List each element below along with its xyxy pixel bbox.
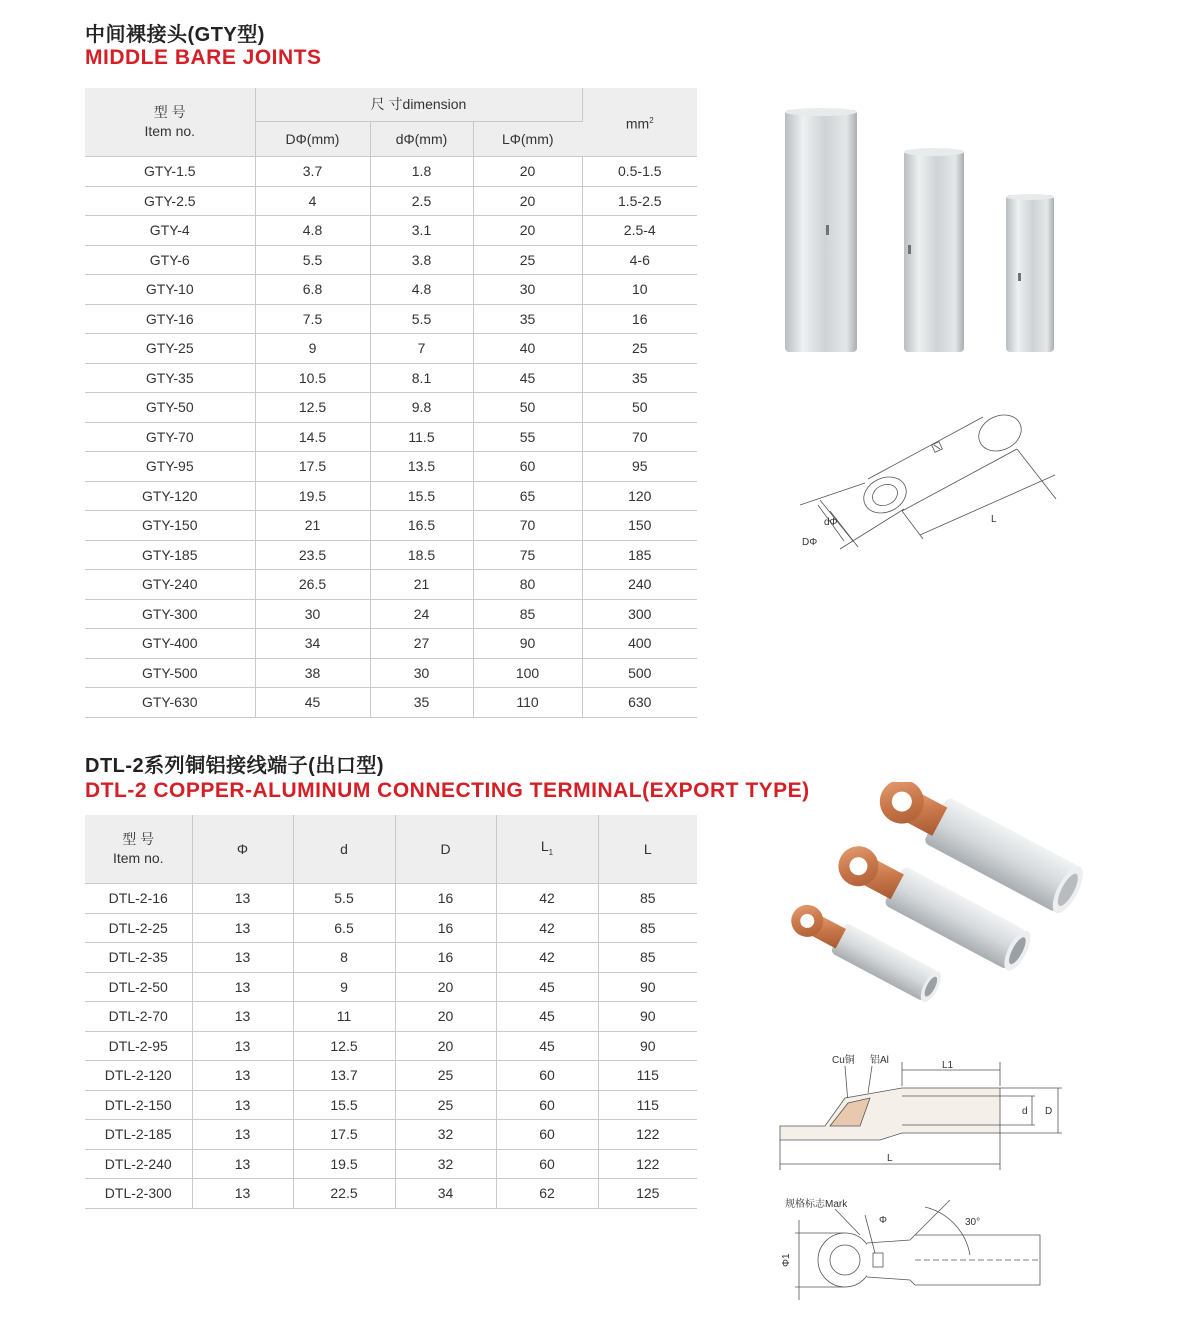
gty-dimension-diagram	[780, 395, 1080, 570]
table-cell: GTY-400	[85, 629, 255, 659]
table-cell: 42	[496, 943, 598, 973]
table-cell: 42	[496, 884, 598, 914]
table-cell: DTL-2-120	[85, 1061, 192, 1091]
table-cell: GTY-240	[85, 570, 255, 600]
table-row	[85, 304, 697, 334]
table-cell: 150	[582, 511, 697, 541]
table-cell: 35	[473, 304, 582, 334]
table-cell: GTY-4	[85, 216, 255, 246]
header-L1	[496, 815, 598, 884]
table-cell: 60	[473, 452, 582, 482]
table-cell: 120	[582, 481, 697, 511]
diagram-label-L1: L1	[942, 1060, 954, 1071]
gty-product-photo	[760, 95, 1090, 370]
table-row	[85, 943, 697, 973]
header-dimension: 尺 寸dimension	[255, 88, 582, 122]
table-cell: 16.5	[370, 511, 473, 541]
table-row	[85, 688, 697, 718]
table-row	[85, 1090, 697, 1120]
section1-title-en: MIDDLE BARE JOINTS	[85, 46, 322, 69]
table-cell: 20	[473, 157, 582, 187]
table-cell: 4	[255, 186, 370, 216]
header-d: d	[293, 815, 395, 884]
table-cell: 13	[192, 1061, 293, 1091]
table-cell: GTY-35	[85, 363, 255, 393]
table-cell: 13	[192, 1090, 293, 1120]
table-cell: 14.5	[255, 422, 370, 452]
table-row	[85, 570, 697, 600]
dtl-section-diagram	[770, 1048, 1070, 1183]
diagram-label-D: D	[1045, 1106, 1053, 1117]
table-cell: 4-6	[582, 245, 697, 275]
table-row	[85, 913, 697, 943]
table-cell: GTY-120	[85, 481, 255, 511]
header-phi: Φ	[192, 815, 293, 884]
table-cell: 55	[473, 422, 582, 452]
header-item	[85, 88, 255, 157]
table-cell: 16	[395, 913, 496, 943]
header-area-sup: 2	[649, 115, 654, 125]
table-cell: 185	[582, 540, 697, 570]
table-cell: 16	[582, 304, 697, 334]
table-cell: 12.5	[293, 1031, 395, 1061]
table-cell: 3.8	[370, 245, 473, 275]
table-cell: 1.5-2.5	[582, 186, 697, 216]
table-cell: 24	[370, 599, 473, 629]
table-cell: 400	[582, 629, 697, 659]
table-row	[85, 1120, 697, 1150]
table-cell: 9.8	[370, 393, 473, 423]
table-cell: 34	[395, 1179, 496, 1209]
table-cell: 15.5	[293, 1090, 395, 1120]
table-cell: GTY-16	[85, 304, 255, 334]
table-cell: 3.1	[370, 216, 473, 246]
table-cell: 11.5	[370, 422, 473, 452]
table-cell: DTL-2-35	[85, 943, 192, 973]
table-cell: 12.5	[255, 393, 370, 423]
table-cell: 13	[192, 913, 293, 943]
section2-title-en: DTL-2 COPPER-ALUMINUM CONNECTING TERMINAL(EXPORT TYPE)	[85, 779, 810, 802]
table-row	[85, 1061, 697, 1091]
table-cell: 85	[598, 884, 697, 914]
diagram-label-length: L	[991, 514, 997, 525]
table-row	[85, 511, 697, 541]
table-cell: 8.1	[370, 363, 473, 393]
table-cell: 11	[293, 1002, 395, 1032]
table-cell: 60	[496, 1120, 598, 1150]
table-cell: 2.5-4	[582, 216, 697, 246]
table-row	[85, 629, 697, 659]
table-cell: 65	[473, 481, 582, 511]
table-row	[85, 216, 697, 246]
table-cell: 19.5	[293, 1149, 395, 1179]
table-row	[85, 1031, 697, 1061]
table-row	[85, 1149, 697, 1179]
table-cell: 35	[582, 363, 697, 393]
table-cell: 630	[582, 688, 697, 718]
table-cell: 7.5	[255, 304, 370, 334]
table-row	[85, 972, 697, 1002]
table-cell: 20	[395, 1031, 496, 1061]
table-cell: DTL-2-25	[85, 913, 192, 943]
table-cell: 70	[582, 422, 697, 452]
table-cell: 20	[395, 972, 496, 1002]
header-area-unit: mm	[625, 115, 650, 132]
table-cell: 60	[496, 1149, 598, 1179]
table-cell: 45	[473, 363, 582, 393]
table-cell: 2.5	[370, 186, 473, 216]
table-cell: 5.5	[370, 304, 473, 334]
table-cell: 27	[370, 629, 473, 659]
table-cell: DTL-2-16	[85, 884, 192, 914]
table-cell: 90	[598, 1002, 697, 1032]
header-D: D	[395, 815, 496, 884]
table-cell: GTY-185	[85, 540, 255, 570]
table-cell: 34	[255, 629, 370, 659]
table-row	[85, 658, 697, 688]
table-cell: 60	[496, 1090, 598, 1120]
table-cell: 13	[192, 1149, 293, 1179]
table-cell: 7	[370, 334, 473, 364]
table-cell: 50	[582, 393, 697, 423]
table-cell: 90	[598, 1031, 697, 1061]
table-cell: 0.5-1.5	[582, 157, 697, 187]
diagram-label-cu: Cu铜	[832, 1055, 855, 1066]
diagram-label-inner-d: dΦ	[824, 517, 838, 528]
table-cell: 13	[192, 1031, 293, 1061]
table-row	[85, 1179, 697, 1209]
table-cell: 19.5	[255, 481, 370, 511]
header-L: L	[598, 815, 697, 884]
header-item-cn: 型 号	[153, 104, 186, 120]
table-cell: 38	[255, 658, 370, 688]
table-cell: GTY-95	[85, 452, 255, 482]
dtl-product-photo	[780, 782, 1100, 1052]
table-cell: DTL-2-70	[85, 1002, 192, 1032]
table-cell: 30	[255, 599, 370, 629]
table-cell: 85	[598, 913, 697, 943]
table-row	[85, 334, 697, 364]
table-cell: DTL-2-240	[85, 1149, 192, 1179]
gty-spec-table	[85, 88, 697, 718]
table-cell: 20	[473, 186, 582, 216]
table-cell: 18.5	[370, 540, 473, 570]
table-row	[85, 245, 697, 275]
table-cell: DTL-2-50	[85, 972, 192, 1002]
table-cell: 70	[473, 511, 582, 541]
table-cell: 45	[255, 688, 370, 718]
table-cell: 13	[192, 1002, 293, 1032]
table-cell: 10	[582, 275, 697, 305]
table-row	[85, 452, 697, 482]
table-cell: 30	[370, 658, 473, 688]
table-cell: 13	[192, 1179, 293, 1209]
table-cell: 300	[582, 599, 697, 629]
dtl-topview-diagram	[775, 1195, 1065, 1330]
table-cell: 6.8	[255, 275, 370, 305]
table-cell: 10.5	[255, 363, 370, 393]
table-cell: 6.5	[293, 913, 395, 943]
table-cell: 25	[582, 334, 697, 364]
table-cell: 90	[473, 629, 582, 659]
table-row	[85, 186, 697, 216]
table-cell: 23.5	[255, 540, 370, 570]
table-cell: 45	[496, 972, 598, 1002]
table-cell: 16	[395, 943, 496, 973]
table-cell: 62	[496, 1179, 598, 1209]
header-item-en: Item no.	[144, 123, 196, 139]
table-cell: 5.5	[293, 884, 395, 914]
tube-medium	[904, 148, 964, 352]
table-cell: 20	[395, 1002, 496, 1032]
table-cell: 21	[255, 511, 370, 541]
table-row	[85, 393, 697, 423]
table-cell: 125	[598, 1179, 697, 1209]
table-cell: 4.8	[370, 275, 473, 305]
table-cell: 5.5	[255, 245, 370, 275]
table-cell: 9	[255, 334, 370, 364]
table-cell: 80	[473, 570, 582, 600]
table-cell: 21	[370, 570, 473, 600]
table-cell: 15.5	[370, 481, 473, 511]
table-cell: 25	[395, 1090, 496, 1120]
table-cell: GTY-50	[85, 393, 255, 423]
section1-title-cn: 中间裸接头(GTY型)	[85, 24, 265, 46]
table-cell: 13	[192, 884, 293, 914]
table-cell: GTY-150	[85, 511, 255, 541]
table-cell: 35	[370, 688, 473, 718]
table-cell: 42	[496, 913, 598, 943]
table-cell: GTY-300	[85, 599, 255, 629]
table-cell: 95	[582, 452, 697, 482]
table-cell: GTY-10	[85, 275, 255, 305]
table-cell: 500	[582, 658, 697, 688]
table-cell: 22.5	[293, 1179, 395, 1209]
table-cell: 110	[473, 688, 582, 718]
header-outer-diameter: DΦ(mm)	[255, 122, 370, 157]
diagram-label-outer-d: DΦ	[802, 537, 818, 548]
table-cell: 32	[395, 1149, 496, 1179]
table-row	[85, 157, 697, 187]
table-cell: 1.8	[370, 157, 473, 187]
table-cell: 122	[598, 1120, 697, 1150]
table-cell: 25	[395, 1061, 496, 1091]
diagram-label-L: L	[887, 1153, 893, 1164]
table-cell: 115	[598, 1090, 697, 1120]
table-cell: GTY-70	[85, 422, 255, 452]
table-cell: 100	[473, 658, 582, 688]
table-cell: 30	[473, 275, 582, 305]
table-cell: 8	[293, 943, 395, 973]
table-cell: DTL-2-185	[85, 1120, 192, 1150]
table-row	[85, 599, 697, 629]
header-inner-diameter: dΦ(mm)	[370, 122, 473, 157]
header-L1-sub: 1	[548, 847, 554, 857]
table-cell: 16	[395, 884, 496, 914]
header-item-cn: 型 号	[122, 831, 155, 847]
table-cell: GTY-630	[85, 688, 255, 718]
table-cell: GTY-6	[85, 245, 255, 275]
table-cell: 85	[473, 599, 582, 629]
table-cell: 17.5	[255, 452, 370, 482]
table-cell: 75	[473, 540, 582, 570]
table-cell: DTL-2-150	[85, 1090, 192, 1120]
table-cell: 25	[473, 245, 582, 275]
table-cell: 3.7	[255, 157, 370, 187]
table-cell: DTL-2-95	[85, 1031, 192, 1061]
table-cell: 50	[473, 393, 582, 423]
table-cell: 45	[496, 1031, 598, 1061]
diagram-label-angle: 30°	[965, 1217, 981, 1228]
table-cell: 9	[293, 972, 395, 1002]
table-cell: 13	[192, 972, 293, 1002]
diagram-label-phi: Φ	[879, 1215, 887, 1226]
table-cell: 13.7	[293, 1061, 395, 1091]
table-cell: 13	[192, 1120, 293, 1150]
section2-title-cn: DTL-2系列铜铝接线端子(出口型)	[85, 755, 384, 777]
diagram-label-mark: 规格标志Mark	[785, 1199, 848, 1210]
header-item-en: Item no.	[112, 850, 164, 866]
tube-large	[785, 108, 857, 352]
table-cell: DTL-2-300	[85, 1179, 192, 1209]
table-row	[85, 884, 697, 914]
tube-small	[1006, 194, 1054, 352]
table-cell: 13	[192, 943, 293, 973]
table-cell: 60	[496, 1061, 598, 1091]
table-cell: 26.5	[255, 570, 370, 600]
table-cell: 20	[473, 216, 582, 246]
table-cell: 4.8	[255, 216, 370, 246]
table-row	[85, 422, 697, 452]
diagram-label-d: d	[1022, 1106, 1028, 1117]
table-cell: 85	[598, 943, 697, 973]
table-row	[85, 363, 697, 393]
header-length: LΦ(mm)	[473, 122, 582, 157]
table-cell: GTY-25	[85, 334, 255, 364]
table-cell: GTY-1.5	[85, 157, 255, 187]
table-cell: 90	[598, 972, 697, 1002]
table-cell: 13.5	[370, 452, 473, 482]
table-cell: GTY-2.5	[85, 186, 255, 216]
table-cell: 45	[496, 1002, 598, 1032]
table-cell: 17.5	[293, 1120, 395, 1150]
table-cell: 115	[598, 1061, 697, 1091]
diagram-label-al: 铝Al	[870, 1055, 889, 1066]
table-row	[85, 275, 697, 305]
header-area	[582, 88, 697, 157]
table-row	[85, 1002, 697, 1032]
table-row	[85, 481, 697, 511]
table-cell: 122	[598, 1149, 697, 1179]
diagram-label-phi1: Φ1	[781, 1253, 792, 1267]
header-item	[85, 815, 192, 884]
table-cell: GTY-500	[85, 658, 255, 688]
dtl-spec-table	[85, 815, 697, 1209]
header-L1-text: L	[540, 837, 549, 854]
table-cell: 40	[473, 334, 582, 364]
table-cell: 240	[582, 570, 697, 600]
table-row	[85, 540, 697, 570]
table-cell: 32	[395, 1120, 496, 1150]
